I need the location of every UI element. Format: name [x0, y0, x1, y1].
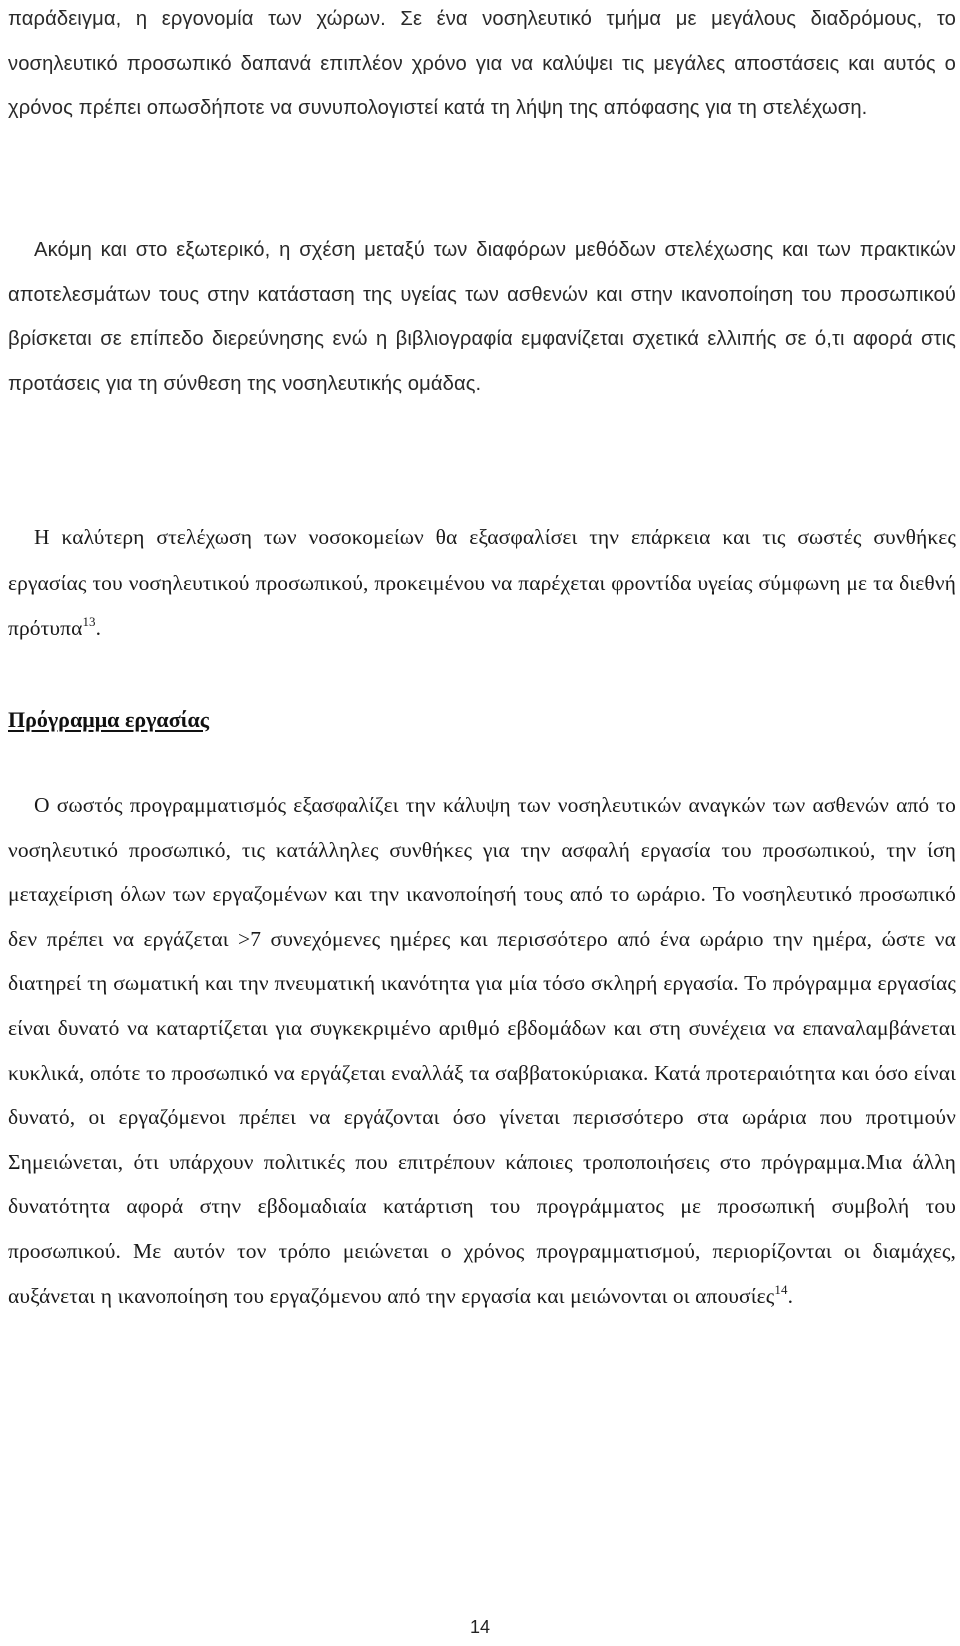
sentence-end: . [787, 1283, 794, 1308]
page-number: 14 [469, 1617, 491, 1637]
paragraph-text: Ο σωστός προγραμματισμός εξασφαλίζει την κάλυψη των νοσηλευτικών αναγκών των ασθενών από το νοσηλευτικό προσωπικό, τις κατάλληλες συνθήκες για την ασφαλή εργασία του προσωπικού, την ίση μεταχείριση όλων των εργαζομένων και την ικανοποίησή τους από το ωράριο. Το νοσηλευτικό προσωπικό δεν πρέπει να εργάζεται >7 συνεχόμενες ημέρες και περισσότερο από ένα ωράριο την ημέρα, ώστε να διατηρεί τη σωματική και την πνευματική ικανότητα για μία τόσο σκληρή εργασία. Το πρόγραμμα εργασίας είναι δυνατό να καταρτίζεται για συγκεκριμένο αριθμό εβδομάδων και στη συνέχεια να επαναλαμβάνεται κυκλικά, οπότε το προσωπικό να εργάζεται εναλλάξ τα σαββατοκύριακα. Κατά προτεραιότητα και όσο είναι δυνατό, οι εργαζόμενοι πρέπει να εργάζονται όσο γίνεται περισσότερο στα ωράρια που προτιμούν Σημειώνεται, ότι υπάρχουν πολιτικές που επιτρέπουν κάποιες τροποποιήσεις στο πρόγραμμα.Μια άλλη δυνατότητα αφορά στην εβδομαδιαία κατάρτιση του προγράμματος με προσωπική συμβολή του προσωπικού. Με αυτόν τον τρόπο μειώνεται ο χρόνος προγραμματισμού, περιορίζονται οι διαμάχες, αυξάνεται η ικανοποίηση του εργαζόμενου από την εργασία και μειώνονται οι απουσίες [8, 793, 956, 1308]
paragraph-continuation [8, 0, 956, 131]
paragraph-text: παράδειγμα, η εργονομία των χώρων. Σε ένα νοσηλευτικό τμήμα με μεγάλους διαδρόμους, το νοσηλευτικό προσωπικό δαπανά επιπλέον χρόνο για να καλύψει τις μεγάλες αποστάσεις και αυτός ο χρόνος πρέπει οπωσδήποτε να συνυπολογιστεί κατά τη λήψη της απόφασης για τη στελέχωση. [8, 8, 956, 120]
paragraph-staffing [8, 515, 956, 652]
footnote-reference-13[interactable]: 13 [82, 614, 96, 629]
section-heading: Πρόγραμμα εργασίας [8, 707, 210, 732]
footnote-reference-14[interactable]: 14 [774, 1281, 788, 1297]
paragraph-text: Η καλύτερη στελέχωση των νοσοκομείων θα εξασφαλίσει την επάρκεια και τις σωστές συνθήκες εργασίας του νοσηλευτικού προσωπικού, προκειμένου να παρέχεται φροντίδα υγείας σύμφωνη με τα διεθνή πρότυπα [8, 525, 956, 640]
paragraph-abroad [8, 228, 956, 406]
paragraph-work-schedule [8, 783, 956, 1318]
paragraph-text: Ακόμη και στο εξωτερικό, η σχέση μεταξύ των διαφόρων μεθόδων στελέχωσης και των πρακτικών αποτελεσμάτων τους στην κατάσταση της υγείας των ασθενών και στην ικανοποίηση του προσωπικού βρίσκεται σε επίπεδο διερεύνησης ενώ η βιβλιογραφία εμφανίζεται σχετικά ελλιπής σε ό,τι αφορά στις προτάσεις για τη σύνθεση της νοσηλευτικής ομάδας. [8, 239, 956, 395]
sentence-end: . [95, 616, 102, 640]
